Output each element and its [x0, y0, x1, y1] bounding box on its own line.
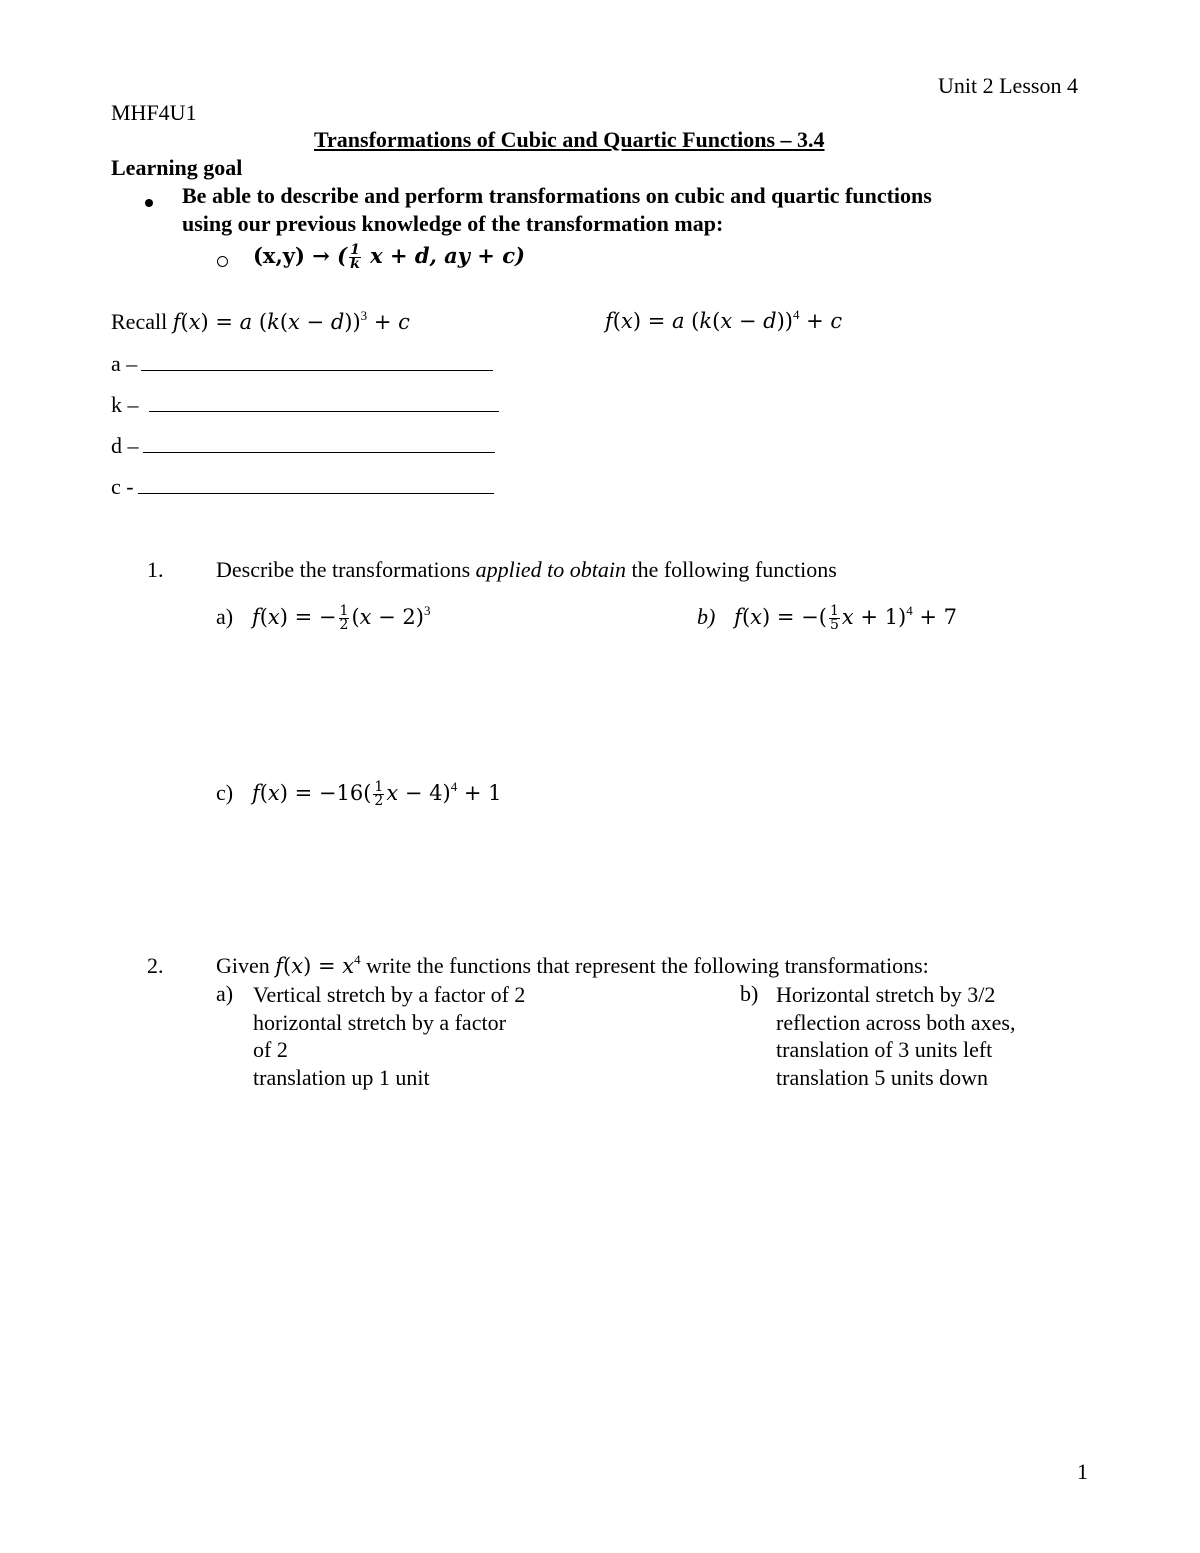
answer-line-k[interactable] [149, 397, 499, 412]
answer-line-d[interactable] [143, 438, 495, 453]
bullet-icon [145, 194, 153, 212]
answer-line-a[interactable] [141, 356, 493, 371]
course-code: MHF4U1 [111, 100, 197, 125]
page-title: Transformations of Cubic and Quartic Functions – 3.4 [314, 127, 825, 152]
question-2-text: Given $f(x) = x^4$ write the functions that represent the following transformations: [216, 952, 929, 978]
page-number: 1 [1077, 1459, 1088, 1484]
question-2a-label: a) [216, 981, 234, 1006]
sub-bullet-icon [217, 252, 228, 270]
question-2b-label: b) [740, 981, 759, 1006]
question-1a: a) f(x) = − $\frac{1}{2}$ $(x - 2)^3$ [216, 603, 431, 634]
answer-line-c[interactable] [138, 479, 494, 494]
blank-k: k – [111, 392, 499, 418]
question-1-number: 1. [147, 557, 164, 582]
question-1b: b) f(x) = −( $\frac{1}{5}$ x + 1)$^4$ + 7 [697, 603, 958, 634]
blank-c: c - [111, 474, 494, 500]
transformation-map: (x,y) → ( $\frac{1}{k}$ x + d, ay + c) [253, 242, 525, 272]
learning-goal-heading: Learning goal [111, 155, 243, 180]
question-2b-description: Horizontal stretch by 3/2 reflection across both axes, translation of 3 units left translation 5 units down [776, 982, 1016, 1090]
recall-quartic: f(x) = a $(k(x - d))^4 + c$ [605, 307, 843, 333]
recall-cubic: Recall f(x) = a $(k(x - d))^3 + c$ [111, 308, 410, 334]
recall-label: Recall [111, 309, 168, 334]
learning-goal-text-1: Be able to describe and perform transformations on cubic and quartic functions [182, 183, 932, 208]
question-2-number: 2. [147, 953, 164, 978]
blank-a: a – [111, 351, 493, 377]
question-1c: c) f(x) = −16( $\frac{1}{2}$ x − 4)$^4$ + 1 [216, 779, 502, 810]
question-2a-description: Vertical stretch by a factor of 2 horizontal stretch by a factor of 2 translation up 1 unit [253, 982, 526, 1090]
learning-goal-text-2: using our previous knowledge of the transformation map: [182, 211, 724, 236]
question-1-text: Describe the transformations applied to obtain the following functions [216, 557, 837, 582]
lesson-label: Unit 2 Lesson 4 [938, 73, 1078, 98]
blank-d: d – [111, 433, 495, 459]
